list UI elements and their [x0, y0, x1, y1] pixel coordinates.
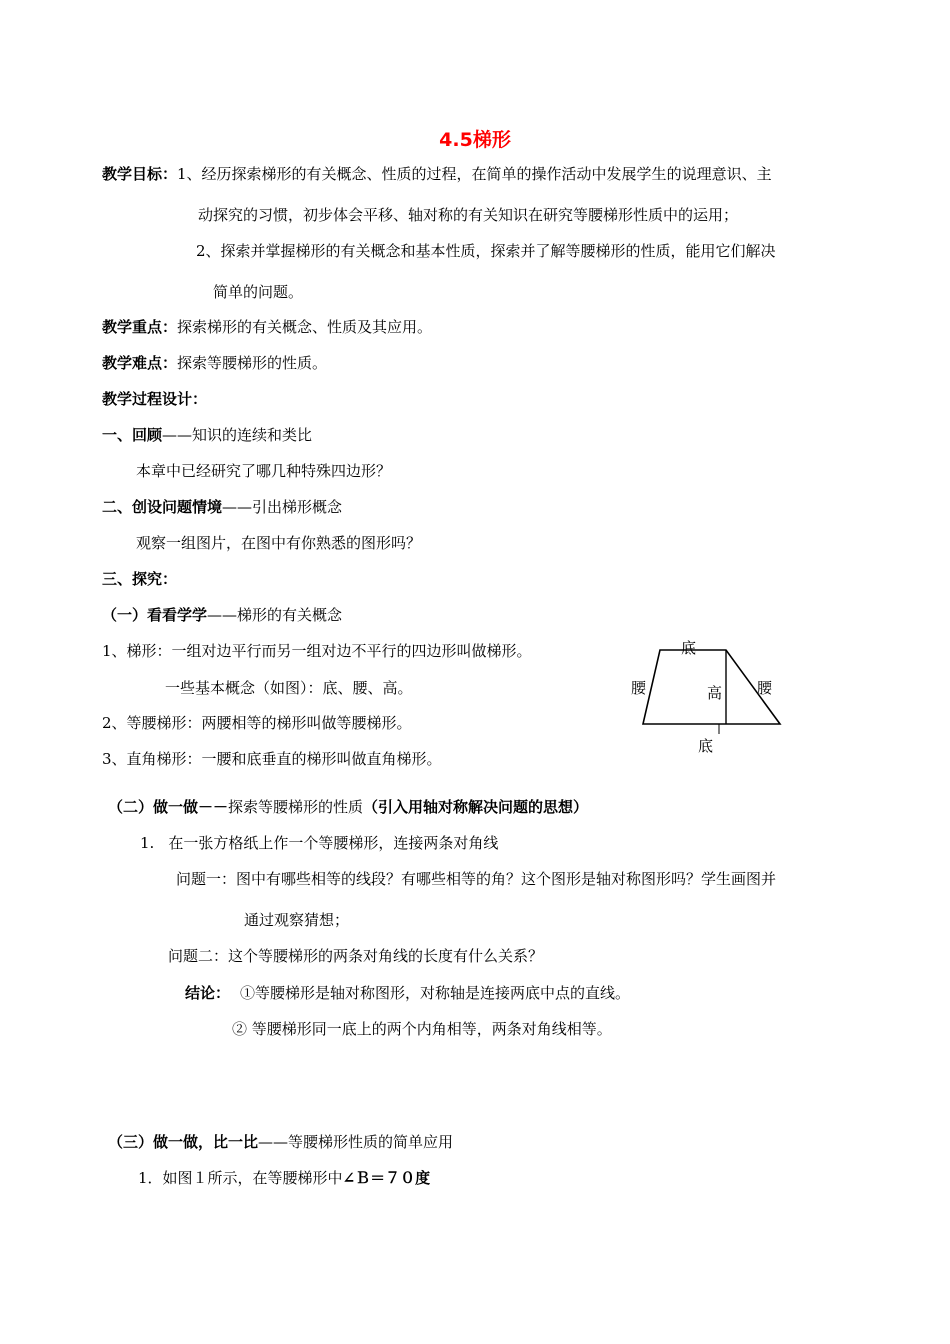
part2-step1 [140, 834, 498, 852]
goals-item2-line1: 2、探索并掌握梯形的有关概念和基本性质，探索并了解等腰梯形的性质，能用它们解决 [196, 242, 776, 260]
part2-heading [108, 798, 588, 816]
part2-step-text: 在一张方格纸上作一个等腰梯形，连接两条对角线 [168, 834, 499, 852]
part3-heading [108, 1133, 453, 1151]
trapezoid-figure [625, 636, 810, 761]
part1-def2: 2、等腰梯形：两腰相等的梯形叫做等腰梯形。 [102, 714, 412, 732]
key-point [102, 318, 432, 336]
section2-body: 观察一组图片，在图中有你熟悉的图形吗？ [136, 534, 422, 552]
section1-body: 本章中已经研究了哪几种特殊四边形？ [136, 462, 392, 480]
section3-heading: 三、探究： [102, 570, 178, 588]
part1-heading [102, 606, 342, 624]
section2-rest: ——引出梯形概念 [222, 498, 343, 516]
section1-rest: ——知识的连续和类比 [162, 426, 313, 444]
section1-heading [102, 426, 312, 444]
question2: 问题二：这个等腰梯形的两条对角线的长度有什么关系？ [168, 947, 544, 965]
part3-item1-prefix: 1．如图１所示，在等腰梯形中 [138, 1169, 343, 1187]
key-point-label: 教学重点： [102, 318, 178, 336]
part1-def3: 3、直角梯形：一腰和底垂直的梯形叫做直角梯形。 [102, 750, 442, 768]
goals-item2-line2: 简单的问题。 [213, 283, 304, 301]
goals-item1-line2: 动探究的习惯，初步体会平移、轴对称的有关知识在研究等腰梯形性质中的运用； [198, 206, 739, 224]
part3-item1 [138, 1169, 430, 1187]
section2-label: 二、创设问题情境 [102, 498, 223, 516]
part3-label: （三）做一做，比一比 [108, 1133, 259, 1151]
part2-note: （引入用轴对称解决问题的思想） [363, 798, 589, 816]
label-left-leg: 腰 [631, 679, 647, 697]
part2-rest: 探索等腰梯形的性质 [228, 798, 364, 816]
part2-label: （二）做一做－－ [108, 798, 229, 816]
goals-label: 教学目标： [102, 165, 178, 183]
section1-label: 一、回顾 [102, 426, 163, 444]
difficulty-label: 教学难点： [102, 354, 178, 372]
part1-concepts: 一些基本概念（如图）：底、腰、高。 [165, 679, 413, 697]
part2-step-num: 1. [140, 834, 155, 852]
part3-rest: ——等腰梯形性质的简单应用 [258, 1133, 454, 1151]
page-title: 4.5梯形 [439, 129, 511, 151]
question1-line1: 问题一：图中有哪些相等的线段？有哪些相等的角？这个图形是轴对称图形吗？学生画图并 [176, 870, 777, 888]
part1-rest: ——梯形的有关概念 [207, 606, 343, 624]
key-point-text: 探索梯形的有关概念、性质及其应用。 [177, 318, 433, 336]
label-height: 高 [707, 684, 723, 702]
conclusion-1-text: ①等腰梯形是轴对称图形，对称轴是连接两底中点的直线。 [240, 984, 631, 1002]
label-bottom-base: 底 [698, 737, 714, 755]
label-right-leg: 腰 [757, 679, 773, 697]
question1-line2: 通过观察猜想； [244, 911, 350, 929]
conclusion-2: ② 等腰梯形同一底上的两个内角相等，两条对角线相等。 [232, 1020, 612, 1038]
goals-paragraph [102, 165, 772, 183]
section2-heading [102, 498, 342, 516]
goals-item1-line1: 1、经历探索梯形的有关概念、性质的过程，在简单的操作活动中发展学生的说理意识、主 [177, 165, 772, 183]
part3-item1-angle: ∠Ｂ＝７０度 [342, 1169, 431, 1187]
difficulty [102, 354, 327, 372]
part1-label: （一）看看学学 [102, 606, 208, 624]
part1-def1: 1、梯形：一组对边平行而另一组对边不平行的四边形叫做梯形。 [102, 642, 532, 660]
process-heading: 教学过程设计： [102, 390, 208, 408]
label-top-base: 底 [681, 639, 697, 657]
difficulty-text: 探索等腰梯形的性质。 [177, 354, 328, 372]
conclusion-1 [185, 984, 630, 1002]
conclusion-label: 结论： [185, 984, 231, 1002]
